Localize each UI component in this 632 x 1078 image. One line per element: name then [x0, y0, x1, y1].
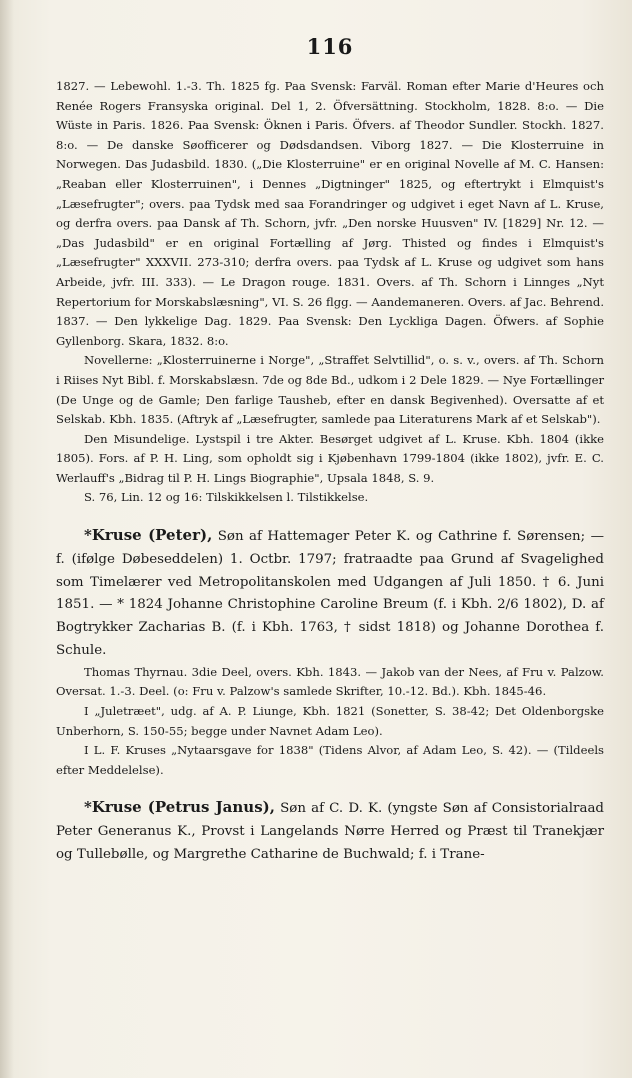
spacer — [56, 780, 604, 796]
page-gutter-shadow — [0, 0, 14, 1078]
entry-name: *Kruse (Peter), — [84, 526, 213, 545]
page-number: 116 — [306, 34, 354, 59]
paragraph-correction: S. 76, Lin. 12 og 16: Tilskikkelsen l. Tilstikkelse. — [84, 490, 369, 505]
paragraph-misundelige: Den Misundelige. Lystspil i tre Akter. Besørget udgivet af L. Kruse. Kbh. 1804 (ikke 1805). Fors. af P. H. Ling, som opholdt sig i Kjøbenhavn 1799-1804 (ikke 1802), jvfr. E. C. Werlauff's „Bidrag til P. H. Lings Biographie", Upsala 1848, S. 9. — [56, 431, 604, 485]
entry-kruse-peter — [56, 524, 604, 663]
paragraph-lebewohl: 1827. — Lebewohl. 1.-3. Th. 1825 fg. Paa Svensk: Farväl. Roman efter Marie d'Heures och Renée Rogers Fransyska original. Del 1, 2. Öfversättning. Stockholm, 1828. 8:o. — Die Wüste in Paris. 1826. Paa Svensk: Öknen i Paris. Öfvers. af Theodor Sundler. Stockh. 1827. 8:o. — De danske Søofficerer og Dødsdandsen. Viborg 1827. — Die Klosterruine in Norwegen. Das Judasbild. 1830. („Die Klosterruine" er en original Novelle af M. C. Hansen: „Reaban eller Klosterruinen", i Dennes „Digtninger" 1825, og eftertrykt i Elmquist's „Læsefrugter"; overs. paa Tydsk med saa Forandringer og udgivet i eget Navn af L. Kruse, og derfra overs. paa Dansk af Th. Schorn, jvfr. „Den norske Huusven" IV. [1829] Nr. 12. — „Das Judasbild" er en original Fortælling af Jørg. Thisted og findes i Elmquist's „Læsefrugter" XXXVII. 273-310; derfra overs. paa Tydsk af L. Kruse og udgivet som hans Arbeide, jvfr. III. 333). — Le Dragon rouge. 1831. Overs. af Th. Schorn i Linnges „Nyt Repertorium for Morskabslæsning", VI. S. 26 flgg. — Aandemaneren. Overs. af Jac. Behrend. 1837. — Den lykkelige Dag. 1829. Paa Svensk: Den Lyckliga Dagen. Öfwers. af Sophie Gyllenborg. Skara, 1832. 8:o. — [56, 79, 604, 348]
entry-body: Søn af Hattemager Peter K. og Cathrine f. Sørensen; — f. (ifølge Døbeseddelen) 1. Octbr. 1797; fratraadte paa Grund af Svagelighed som Timelærer ved Metropolitanskolen med Udgangen af Juli 1850. † 6. Juni 1851. — * 1824 Johanne Christophine Caroline Breum (f. i Kbh. 2/6 1802), D. af Bogtrykker Zacharias B. (f. i Kbh. 1763, † sidst 1818) og Johanne Dorothea f. Schule. — [56, 529, 604, 659]
paragraph-juletraeet: I „Juletræet", udg. af A. P. Liunge, Kbh. 1821 (Sonetter, S. 38-42; Det Oldenborgske Unberhorn, S. 150-55; begge under Navnet Adam Leo). — [56, 704, 604, 738]
entry-name: *Kruse (Petrus Janus), — [84, 798, 275, 817]
paragraph-thyrnau: Thomas Thyrnau. 3die Deel, overs. Kbh. 1843. — Jakob van der Nees, af Fru v. Palzow. Oversat. 1.-3. Deel. (o: Fru v. Palzow's samlede Skrifter, 10.-12. Bd.). Kbh. 1845-46. — [56, 664, 604, 699]
entry-kruse-petrus — [56, 796, 604, 866]
paragraph-novellerne: Novellerne: „Klosterruinerne i Norge", „Straffet Selvtillid", o. s. v., overs. af Th. Schorn i Riises Nyt Bibl. f. Morskabslæsn. 7de og 8de Bd., udkom i 2 Dele 1829. — Nye Fortællinger (De Unge og de Gamle; Den farlige Tausheb, efter en dansk Begivenhed). Oversatte af et Selskab. Kbh. 1835. (Aftryk af „Læsefrugter, samlede paa Literaturens Mark af et Selskab"). — [56, 353, 604, 427]
spacer — [56, 508, 604, 524]
paragraph-nytaarsgave: I L. F. Kruses „Nytaarsgave for 1838" (Tidens Alvor, af Adam Leo, S. 42). — (Tildeels efter Meddelelse). — [56, 743, 604, 777]
entry-body: Søn af C. D. K. (yngste Søn af Consistorialraad Peter Generanus K., Provst i Langelands Nørre Herred og Præst til Tranekjær og Tullebølle, og Margrethe Catharine de Buchwald; f. i Trane- — [56, 801, 605, 862]
